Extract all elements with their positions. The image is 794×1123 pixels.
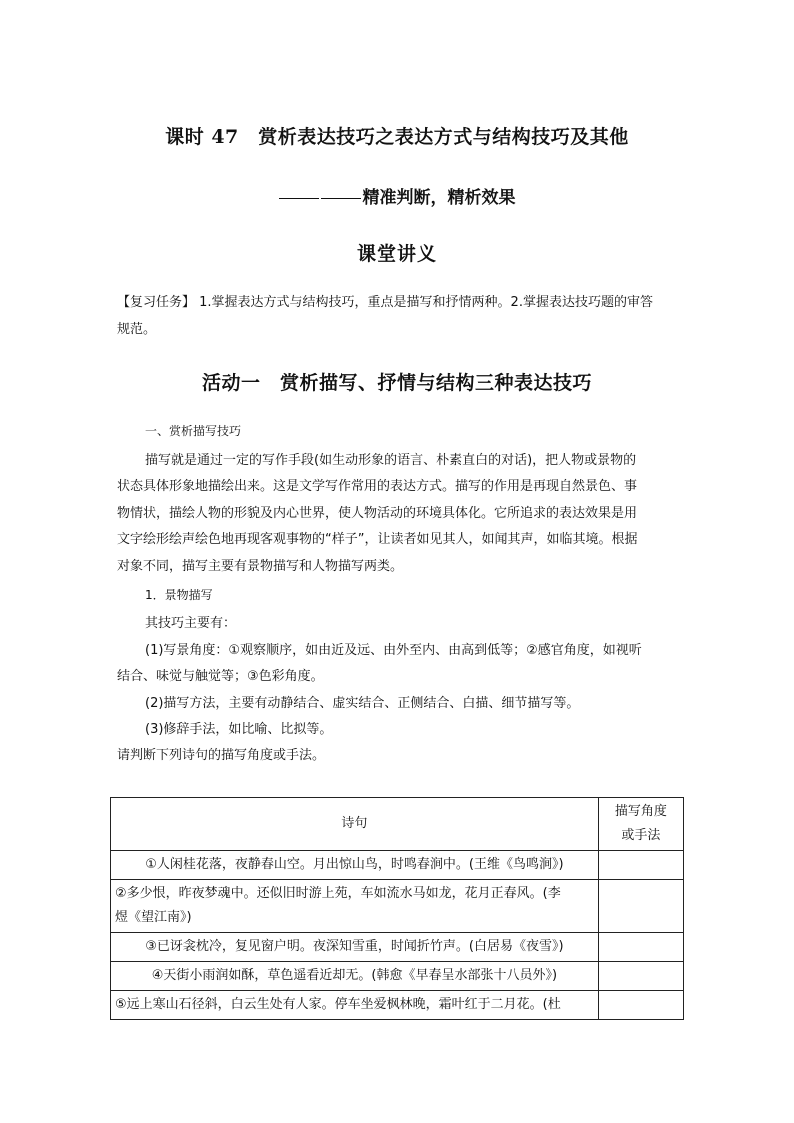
header-poem: 诗句 — [111, 798, 599, 851]
poem-cell: ⑤远上寒山石径斜，白云生处有人家。停车坐爱枫林晚，霜叶红于二月花。(杜 — [111, 991, 599, 1020]
poem-cell: ④天街小雨润如酥，草色遥看近却无。(韩愈《早春呈水部张十八员外》) — [111, 962, 599, 991]
header-answer-line-2: 或手法 — [621, 828, 661, 843]
item-2: (2)描写方法，主要有动静结合、虚实结合、正侧结合、白描、细节描写等。 — [145, 696, 580, 711]
item-1-line-1: (1)写景角度：①观察顺序，如由近及远、由外至内、由高到低等；②感官角度，如视听 — [145, 643, 642, 658]
para-line-3: 物情状，描绘人物的形貌及内心世界，使人物活动的环境具体化。它所追求的表达效果是用 — [117, 506, 638, 521]
answer-cell[interactable] — [598, 962, 683, 991]
heading-describe: 一、赏析描写技巧 — [145, 424, 242, 438]
sub-heading-scenery: 1．景物描写 — [145, 588, 213, 602]
table-header-row — [111, 798, 684, 851]
poem-table — [110, 797, 684, 1020]
table-row — [111, 851, 684, 880]
para-line-1: 描写就是通过一定的写作手段(如生动形象的语言、朴素直白的对话)，把人物或景物的 — [145, 453, 637, 468]
answer-cell[interactable] — [598, 880, 683, 933]
header-answer — [598, 798, 683, 851]
task-prompt: 请判断下列诗句的描写角度或手法。 — [117, 748, 326, 763]
table-row — [111, 880, 684, 933]
para-line-4: 文字绘形绘声绘色地再现客观事物的“样子”，让读者如见其人，如闻其声，如临其境。根据 — [117, 532, 638, 547]
table-row — [111, 962, 684, 991]
techniques-intro: 其技巧主要有： — [145, 616, 237, 631]
poem-cell: ③已讶衾枕冷，复见窗户明。夜深知雪重，时闻折竹声。(白居易《夜雪》) — [111, 933, 599, 962]
item-1-line-2: 结合、味觉与触觉等；③色彩角度。 — [117, 669, 324, 684]
answer-cell[interactable] — [598, 991, 683, 1020]
activity-title: 活动一 赏析描写、抒情与结构三种表达技巧 — [201, 372, 592, 394]
poem-cell-line-1: ②多少恨，昨夜梦魂中。还似旧时游上苑，车如流水马如龙，花月正春风。(李 — [115, 886, 561, 901]
poem-cell: ①人闲桂花落，夜静春山空。月出惊山鸟，时鸣春涧中。(王维《鸟鸣涧》) — [111, 851, 599, 880]
poem-cell-line-2: 煜《望江南》) — [115, 910, 192, 925]
subtitle-text: 精准判断，精析效果 — [362, 188, 516, 208]
item-3: (3)修辞手法，如比喻、比拟等。 — [145, 722, 333, 737]
review-text-1: 1.掌握表达方式与结构技巧，重点是描写和抒情两种。2.掌握表达技巧题的审答 — [195, 295, 653, 310]
section-title: 课堂讲义 — [356, 243, 437, 265]
table-row — [111, 991, 684, 1020]
review-label: 【复习任务】 — [117, 295, 196, 310]
table-row — [111, 933, 684, 962]
para-line-5: 对象不同，描写主要有景物描写和人物描写两类。 — [117, 559, 404, 574]
poem-cell — [111, 880, 599, 933]
lesson-title: 课时 47 赏析表达技巧之表达方式与结构技巧及其他 — [165, 126, 629, 148]
answer-cell[interactable] — [598, 851, 683, 880]
answer-cell[interactable] — [598, 933, 683, 962]
review-line-2: 规范。 — [117, 322, 157, 337]
header-answer-line-1: 描写角度 — [614, 804, 667, 819]
para-line-2: 状态具体形象地描绘出来。这是文学写作常用的表达方式。描写的作用是再现自然景色、事 — [117, 479, 638, 494]
